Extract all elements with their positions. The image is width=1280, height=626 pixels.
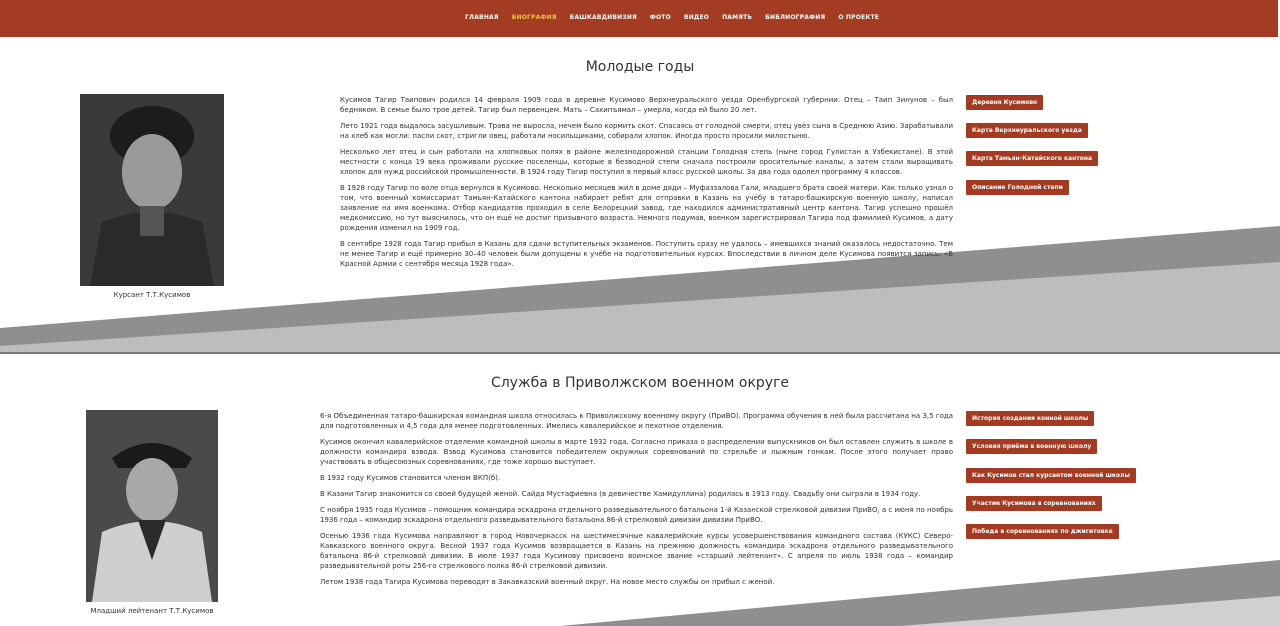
section-title-volga-military-district: Служба в Приволжском военном округе (490, 375, 790, 391)
military-service-text (320, 411, 953, 593)
paragraph: В 1928 году Тагир по воле отца вернулся в Кусимово. Несколько месяцев жил в доме дяди – Муфаззалова Гали, младшего брата своей матери. Как только узнал о том, что военный комиссариат Тамьян-Катайского кантона набирает ребят для отправки в Казань на учёбу в татаро-башкирскую военную школу, написал заявление на имя военкома. Отбор кандидатов проходил в селе Белорецкий завод, где находился административный центр кантона. Тагир успешно прошёл медкомиссию, но тут выяснилось, что он ещё не достиг призывного возраста. Немного подумав, военком зарегистрировал Тагира под фамилией Кусимов, а дату рождения изменил на 1909 год. (340, 184, 953, 232)
became-cadet-button[interactable]: Как Кусимов стал курсантом военной школы (966, 468, 1136, 483)
paragraph: Лето 1921 года выдалось засушливым. Трава не выросла, нечем было кормить скот. Спасаясь от голодной смерти, отец увёз сына в Среднюю Азию. Зарабатывали на хлеб как могли: пасли скот, стригли овец, работали носильщиками, собирали хлопок. Иногда просто просили милостыню. (340, 122, 953, 140)
paragraph: Летом 1938 года Тагира Кусимова переводят в Закавказский военный округ. На новое место службы он прибыл с женой. (320, 578, 775, 586)
verkhneuralsk-map-button[interactable]: Карта Верхнеуральского уезда (966, 123, 1088, 138)
paragraph: С ноября 1935 года Кусимов – помощник командира эскадрона отдельного разведывательного батальона 1-й Казанской стрелковой дивизии ПриВО, а с июня по ноябрь 1936 года – командир эскадрона отдельного разведывательного батальона 86-й стрелковой дивизии дивизии ПриВО. (320, 506, 953, 524)
paragraph: В Казани Тагир знакомится со своей будущей женой. Сайда Мустафиевна (в девичестве Хамидуллина) родилась в 1913 году. Свадьбу они сыграли в 1934 году. (320, 490, 921, 498)
nav-item-photo[interactable]: ФОТО (649, 14, 671, 21)
hungry-steppe-button[interactable]: Описание Голодной степи (966, 180, 1069, 195)
dzhigitovka-victory-button[interactable]: Победа в соревнованиях по джигитовке (966, 524, 1119, 539)
biography-text (340, 95, 953, 275)
paragraph: В 1932 году Кусимов становится членом ВКП(б). (320, 474, 501, 482)
section-title-young-years: Молодые годы (585, 59, 695, 75)
paragraph: Несколько лет отец и сын работали на хлопковых полях в районе железнодорожной станции Голодная степь (ныне город Гулистан в Узбекистане). В этой местности с конца 19 века проживали русские поселенцы, которые в безводной степи сначала построили оросительные каналы, а затем стали выращивать хлопок для нужд российской промышленности. В 1924 году Тагир поступил в первый класс русской школы. За два года одолел программу 4 классов. (340, 148, 953, 176)
portrait-cadet-photo (80, 94, 224, 286)
portrait-lieutenant-photo (86, 410, 218, 602)
paragraph: Кусимов окончил кавалерийское отделение командной школы в марте 1932 года. Согласно приказа о распределении выпускников он был оставлен служить в школе в должности командира взвода. Взвод Кусимова становится победителем окружных соревнований по стрельбе и лыжным гонкам. После этого получает право участвовать в общесоюзных соревнованиях, где тоже хорошо выступает. (320, 438, 953, 466)
paragraph: Кусимов Тагир Таипович родился 14 февраля 1909 года в деревне Кусимово Верхнеуральского уезда Оренбургской губернии. Отец – Таип Зинунов – был бедняком. В семье было трое детей. Тагир был первенцем. Мать – Сахипъямал – умерла, когда ей было 20 лет. (340, 96, 953, 114)
top-navigation-bar (0, 0, 1278, 37)
nav-item-about[interactable]: О ПРОЕКТЕ (838, 14, 880, 21)
nav-item-memory[interactable]: ПАМЯТЬ (722, 14, 753, 21)
admission-conditions-button[interactable]: Условия приёма в военную школу (966, 439, 1097, 454)
nav-item-bashkavdivision[interactable]: БАШКАВДИВИЗИЯ (569, 14, 637, 21)
nav-item-home[interactable]: ГЛАВНАЯ (465, 14, 499, 21)
nav-item-biography[interactable]: БИОГРАФИЯ (511, 14, 557, 21)
photo-caption: Младший лейтенант Т.Т.Кусимов (90, 607, 214, 615)
paragraph: 6-я Объединенная татаро-башкирская командная школа относилась к Приволжскому военному округу (ПриВО). Программа обучения в ней была рассчитана на 3,5 года для подготовленных и 4,5 года для менее подготовленных. Имелись кавалерийское и пехотное отделения. (320, 412, 953, 430)
paragraph: Осенью 1936 года Кусимова направляют в город Новочеркасск на шестимесячные кавалерийские курсы усовершенствования командного состава (КУКС) Северо-Кавказского военного округа. Весной 1937 года Кусимов возвращается в Казань на прежнюю должность командира эскадрона отдельного разведывательного батальона 86-й стрелковой дивизии. В июле 1937 года Кусимову присвоено воинское звание «старший лейтенант». С апреля по июль 1938 года – командир разведывательной роты 256-го стрелкового полка 86-й стрелковой дивизии. (320, 532, 953, 570)
tamyan-katay-map-button[interactable]: Карта Тамьян-Катайского кантона (966, 151, 1098, 166)
nav-item-bibliography[interactable]: БИБЛИОГРАФИЯ (765, 14, 826, 21)
competitions-participation-button[interactable]: Участие Кусимова в соревнованиях (966, 496, 1102, 511)
cavalry-school-history-button[interactable]: История создания конной школы (966, 411, 1094, 426)
photo-caption: Курсант Т.Т.Кусимов (113, 291, 191, 299)
paragraph: В сентябре 1928 года Тагир прибыл в Казань для сдачи вступительных экзаменов. Поступить сразу не удалось – имевшихся знаний оказалось недостаточно. Тем не менее Тагир и ещё примерно 30–40 человек были допущены к учёбе на подготовительных курсах. Впоследствии в личном деле Кусимова появится запись: «В Красной Армии с сентября месяца 1928 года». (340, 240, 953, 268)
kusimovo-village-button[interactable]: Деревня Кусимово (966, 95, 1043, 110)
nav-item-video[interactable]: ВИДЕО (683, 14, 710, 21)
